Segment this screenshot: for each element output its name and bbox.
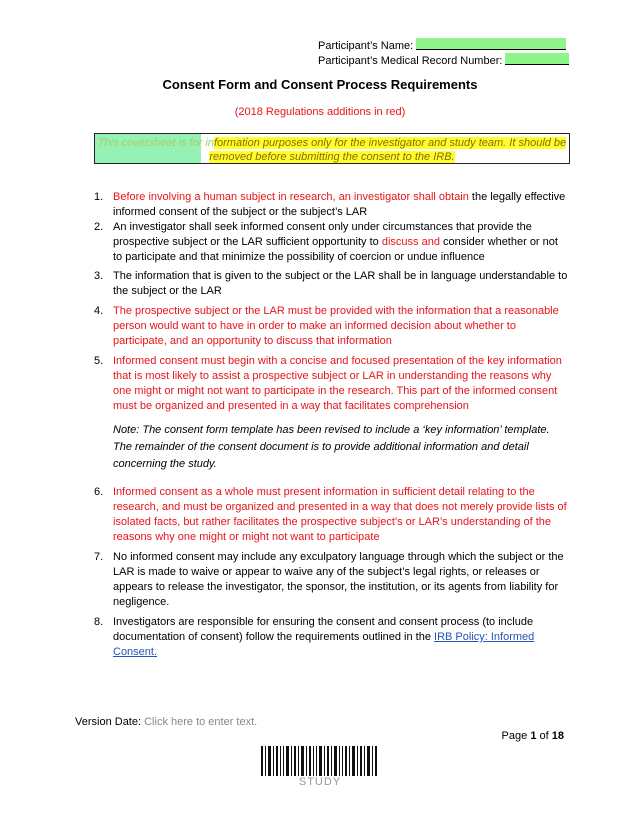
list-item [94, 485, 570, 545]
coversheet-text-highlight-2: removed before submitting the consent to the IRB. [209, 151, 455, 163]
list-number: 7. [94, 551, 104, 563]
participant-name-field[interactable] [416, 38, 566, 50]
requirement-text-red: The prospective subject or the LAR must be provided with the information that a reasonable person would want to have in order to make an informed decision about whether to participate, and an opportunity to discuss that information [113, 305, 559, 347]
list-item [94, 190, 570, 220]
page-total: 18 [551, 730, 564, 742]
participant-name-label: Participant’s Name: [318, 40, 414, 52]
page-current: 1 [530, 730, 537, 742]
requirements-list [94, 190, 570, 660]
page-subtitle: (2018 Regulations additions in red) [234, 106, 406, 118]
requirement-text: No informed consent may include any exculpatory language through which the subject or the LAR is made to waive or appear to waive any of the subject’s legal rights, or releases or appears to release the investigator, the sponsor, the institution, or its agents from liability for negligence. [113, 551, 564, 608]
participant-name-row [318, 38, 566, 53]
barcode-label: STUDY [298, 776, 342, 788]
list-number: 2. [94, 221, 104, 233]
barcode-icon [261, 746, 379, 776]
requirement-text-red: Before involving a human subject in research, an investigator shall obtain [113, 191, 469, 203]
mrn-field[interactable] [505, 53, 569, 65]
page-number [502, 730, 564, 742]
list-item [94, 615, 570, 660]
list-number: 5. [94, 355, 104, 367]
requirement-text: The information that is given to the subject or the LAR shall be in language understandable to the subject or the LAR [113, 270, 568, 297]
coversheet-text-highlight: formation purposes only for the investigator and study team. It should be [213, 137, 567, 149]
list-number: 1. [94, 191, 104, 203]
list-item [94, 354, 570, 473]
coversheet-notice [94, 133, 570, 164]
list-number: 3. [94, 270, 104, 282]
page-of: of [539, 730, 549, 742]
list-item [94, 304, 570, 349]
list-item [94, 269, 570, 299]
requirement-text: An investigator shall seek informed consent only under circumstances that provide the prospective subject or the LAR sufficient opportunity to [113, 221, 532, 248]
requirement-text: the legally effective informed consent of the subject or the subject’s LAR [113, 191, 566, 218]
version-date-field[interactable]: Click here to enter text. [144, 716, 258, 728]
list-number: 8. [94, 616, 104, 628]
list-item [94, 550, 570, 610]
page-word: Page [501, 730, 528, 742]
requirement-text: consider whether or not to participate and that minimize the possibility of coercion or undue influence [113, 236, 558, 263]
list-number: 4. [94, 305, 104, 317]
requirement-text-red: Informed consent must begin with a concise and focused presentation of the key information that is most likely to assist a prospective subject or LAR in understanding the reasons why one might or might not want to participate in the research. This part of the informed consent must be organized and presented in a way that facilitates comprehension [113, 355, 562, 412]
requirement-note: Note: The consent form template has been revised to include a ‘key information’ template. The remainder of the consent document is to provide additional information and detail concerning the study. [113, 424, 550, 470]
page-title: Consent Form and Consent Process Requirements [162, 77, 478, 92]
list-number: 6. [94, 486, 104, 498]
requirement-text: Investigators are responsible for ensuring the consent and consent process (to include documentation of consent) follow the requirements outlined in the [113, 616, 534, 643]
list-item [94, 220, 570, 265]
version-date-label: Version Date: [75, 716, 142, 728]
requirement-text-red: discuss and [381, 236, 440, 248]
irb-policy-link[interactable]: IRB Policy: Informed Consent. [113, 631, 535, 658]
coversheet-text-faint: This coversheet is for in [97, 137, 214, 149]
mrn-label: Participant’s Medical Record Number: [318, 55, 503, 67]
requirement-text-red: Informed consent as a whole must present information in sufficient detail relating to the research, and must be organized and presented in a way that does not merely provide lists of isolated facts, but rather facilitates the prospective subject’s or LAR’s understanding of the reasons why one might or might not want to participate [113, 486, 567, 543]
coversheet-text [95, 136, 569, 164]
version-date [75, 716, 257, 728]
medical-record-number-row [318, 53, 569, 68]
